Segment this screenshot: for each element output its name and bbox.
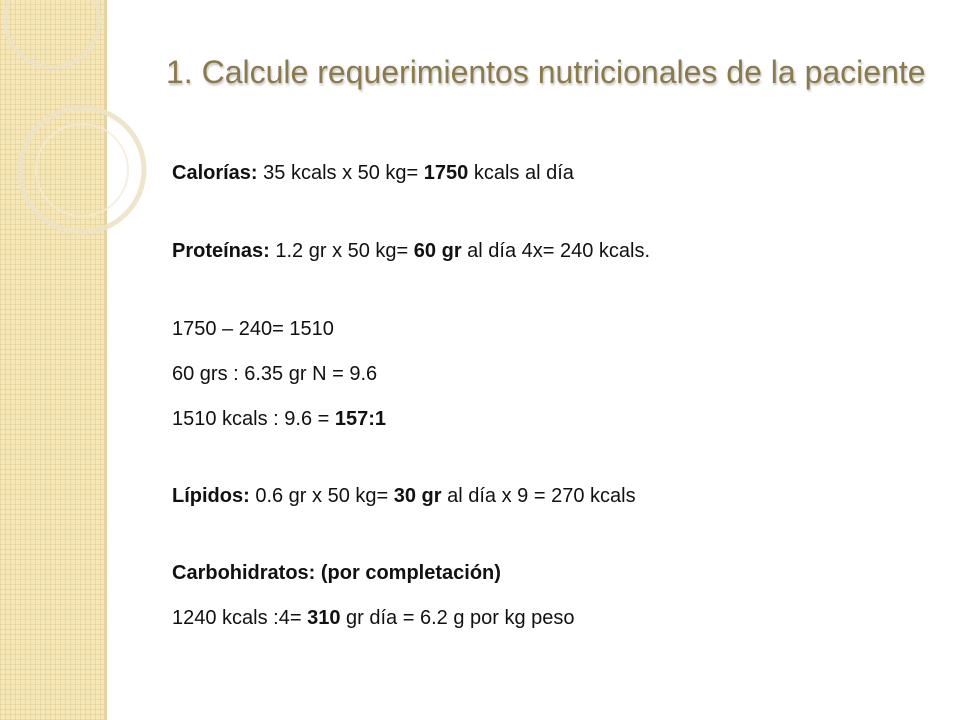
kcal-nitrogen-ratio-line (172, 404, 386, 434)
bold-segment: Calorías: (172, 162, 258, 184)
bold-segment: Proteínas: (172, 240, 270, 262)
bold-segment: 1750 (423, 162, 469, 184)
text-segment: al día x 9 = 270 kcals (441, 485, 636, 507)
bold-segment: 310 (307, 607, 341, 629)
text-segment: gr día = 6.2 g por kg peso (340, 607, 575, 629)
text-segment: al día 4x= 240 kcals. (461, 240, 651, 262)
bold-segment: 60 gr (413, 240, 462, 262)
carbohydrates-calc-line (172, 603, 575, 633)
text-segment: 1510 kcals : 9.6 = (172, 408, 335, 430)
kcal-difference-line (172, 314, 334, 344)
carbohydrates-heading-line (172, 558, 501, 588)
text-segment: kcals al día (468, 162, 574, 184)
text-segment: 1750 – 240= 1510 (172, 318, 334, 340)
text-segment: 0.6 gr x 50 kg= (249, 485, 394, 507)
slide-title: 1. Calcule requerimientos nutricionales de la paciente (166, 54, 926, 90)
decorative-rings (0, 0, 200, 300)
upper-ring (5, 0, 99, 67)
text-segment: 60 grs : 6.35 gr N = 9.6 (172, 363, 378, 385)
bold-segment: 157:1 (334, 408, 387, 430)
nitrogen-line (172, 359, 377, 389)
proteins-line (172, 236, 650, 266)
text-segment: 1.2 gr x 50 kg= (269, 240, 414, 262)
calories-line (172, 158, 574, 188)
bold-segment: Lípidos: (172, 485, 250, 507)
text-segment: 35 kcals x 50 kg= (257, 162, 424, 184)
bold-segment: Carbohidratos: (por completación) (172, 562, 501, 584)
lower-ring-inner (36, 124, 128, 216)
lipids-line (172, 481, 636, 511)
bold-segment: 30 gr (393, 485, 442, 507)
text-segment: 1240 kcals :4= (172, 607, 308, 629)
lower-ring-outer (20, 108, 144, 232)
